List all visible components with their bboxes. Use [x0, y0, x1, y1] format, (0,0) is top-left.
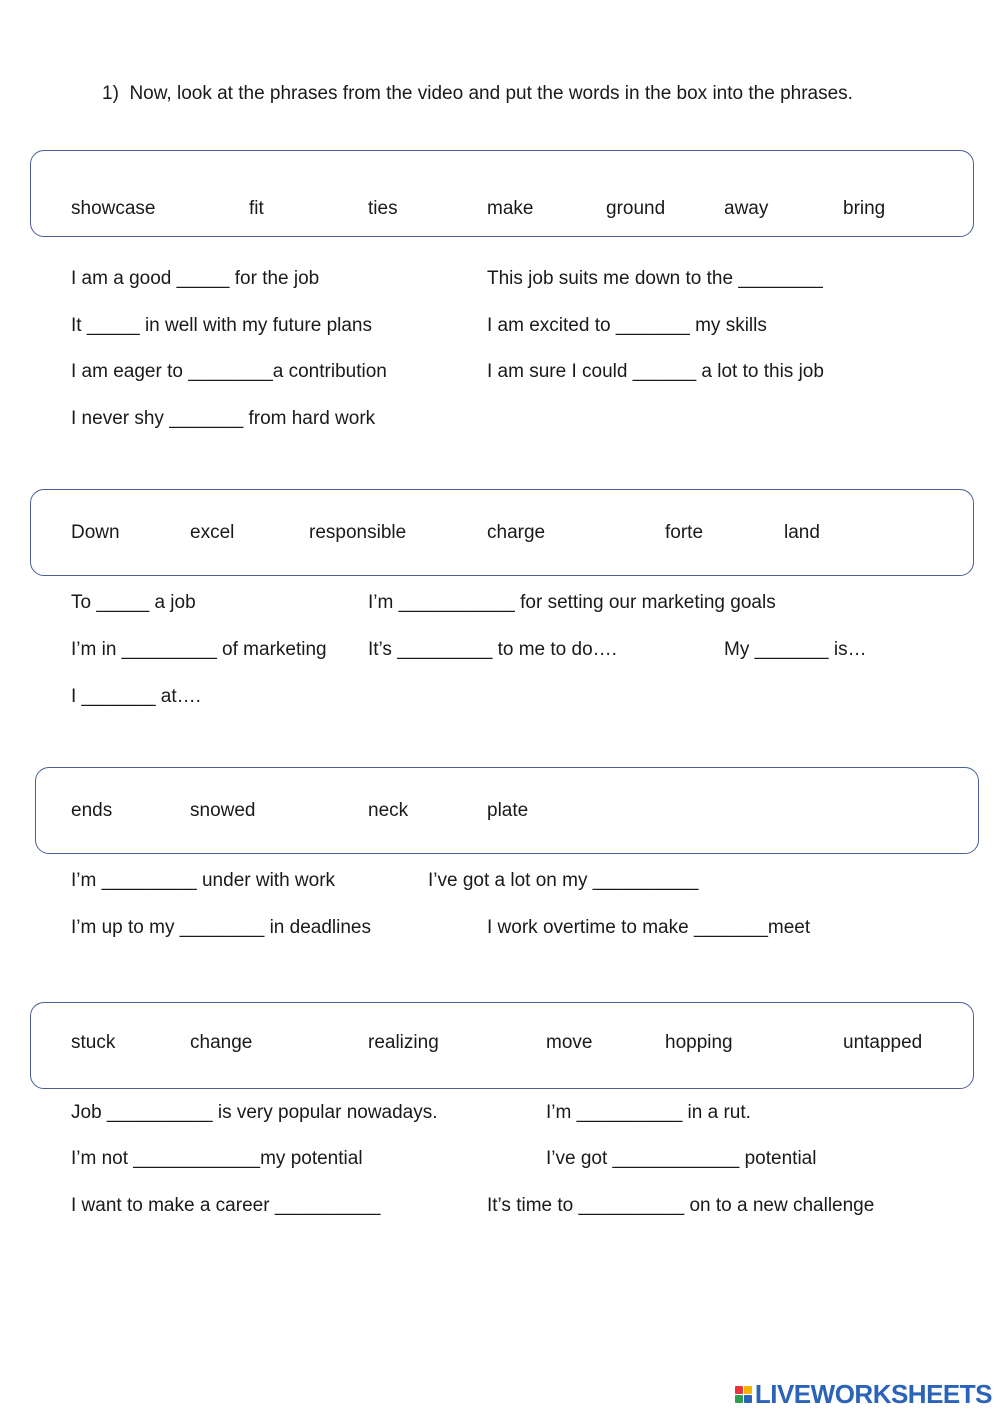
word-box-item[interactable]: plate [487, 800, 529, 821]
gap-phrase[interactable]: I’ve got ____________ potential [546, 1148, 817, 1169]
logo-square-red [735, 1386, 743, 1394]
gap-phrase[interactable]: To _____ a job [71, 592, 196, 613]
word-box-item[interactable]: fit [249, 198, 264, 219]
gap-phrase[interactable]: I’m ___________ for setting our marketing goals [368, 592, 776, 613]
gap-phrase[interactable]: I am a good _____ for the job [71, 268, 320, 289]
logo-text: LIVEWORKSHEETS [754, 1378, 992, 1409]
gap-phrase[interactable]: I want to make a career __________ [71, 1195, 381, 1216]
word-box-item[interactable]: make [487, 198, 534, 219]
gap-phrase[interactable]: Job __________ is very popular nowadays. [71, 1102, 438, 1123]
word-box-item[interactable]: stuck [71, 1032, 116, 1053]
word-box-item[interactable]: responsible [309, 522, 407, 543]
word-box-item[interactable]: realizing [368, 1032, 439, 1053]
word-box-item[interactable]: ends [71, 800, 113, 821]
word-box-item[interactable]: neck [368, 800, 409, 821]
word-box-item[interactable]: change [190, 1032, 253, 1053]
word-box-item[interactable]: ground [606, 198, 666, 219]
logo-squares-icon [735, 1386, 752, 1403]
word-box-4 [30, 1002, 974, 1089]
gap-phrase[interactable]: It _____ in well with my future plans [71, 315, 372, 336]
word-box-item[interactable]: charge [487, 522, 546, 543]
gap-phrase[interactable]: I’m up to my ________ in deadlines [71, 917, 371, 938]
word-box-item[interactable]: away [724, 198, 769, 219]
gap-phrase[interactable]: I’ve got a lot on my __________ [428, 870, 699, 891]
gap-phrase[interactable]: I never shy _______ from hard work [71, 408, 376, 429]
gap-phrase[interactable]: It’s time to __________ on to a new challenge [487, 1195, 875, 1216]
gap-phrase[interactable]: This job suits me down to the ________ [487, 268, 823, 289]
gap-phrase[interactable]: I _______ at…. [71, 686, 201, 707]
gap-phrase[interactable]: I work overtime to make _______meet [487, 917, 811, 938]
gap-phrase[interactable]: It’s _________ to me to do…. [368, 639, 617, 660]
word-box-item[interactable]: forte [665, 522, 704, 543]
word-box-item[interactable]: excel [190, 522, 235, 543]
gap-phrase[interactable]: I’m not ____________my potential [71, 1148, 363, 1169]
gap-phrase[interactable]: My _______ is… [724, 639, 867, 660]
word-box-item[interactable]: ties [368, 198, 398, 219]
logo-square-green [735, 1395, 743, 1403]
word-box-item[interactable]: snowed [190, 800, 256, 821]
word-box-item[interactable]: untapped [843, 1032, 923, 1053]
gap-phrase[interactable]: I am excited to _______ my skills [487, 315, 767, 336]
word-box-item[interactable]: bring [843, 198, 886, 219]
word-box-item[interactable]: move [546, 1032, 593, 1053]
word-box-item[interactable]: Down [71, 522, 120, 543]
word-box-item[interactable]: showcase [71, 198, 156, 219]
instruction: 1) Now, look at the phrases from the video and put the words in the box into the phrases. [102, 83, 853, 104]
word-box-item[interactable]: land [784, 522, 820, 543]
liveworksheets-logo[interactable] [735, 1378, 992, 1409]
logo-square-yellow [744, 1386, 752, 1394]
gap-phrase[interactable]: I’m in _________ of marketing [71, 639, 327, 660]
word-box-item[interactable]: hopping [665, 1032, 733, 1053]
gap-phrase[interactable]: I’m _________ under with work [71, 870, 336, 891]
logo-square-blue [744, 1395, 752, 1403]
word-box-1 [30, 150, 974, 237]
gap-phrase[interactable]: I am sure I could ______ a lot to this job [487, 361, 824, 382]
gap-phrase[interactable]: I am eager to ________a contribution [71, 361, 387, 382]
gap-phrase[interactable]: I’m __________ in a rut. [546, 1102, 751, 1123]
